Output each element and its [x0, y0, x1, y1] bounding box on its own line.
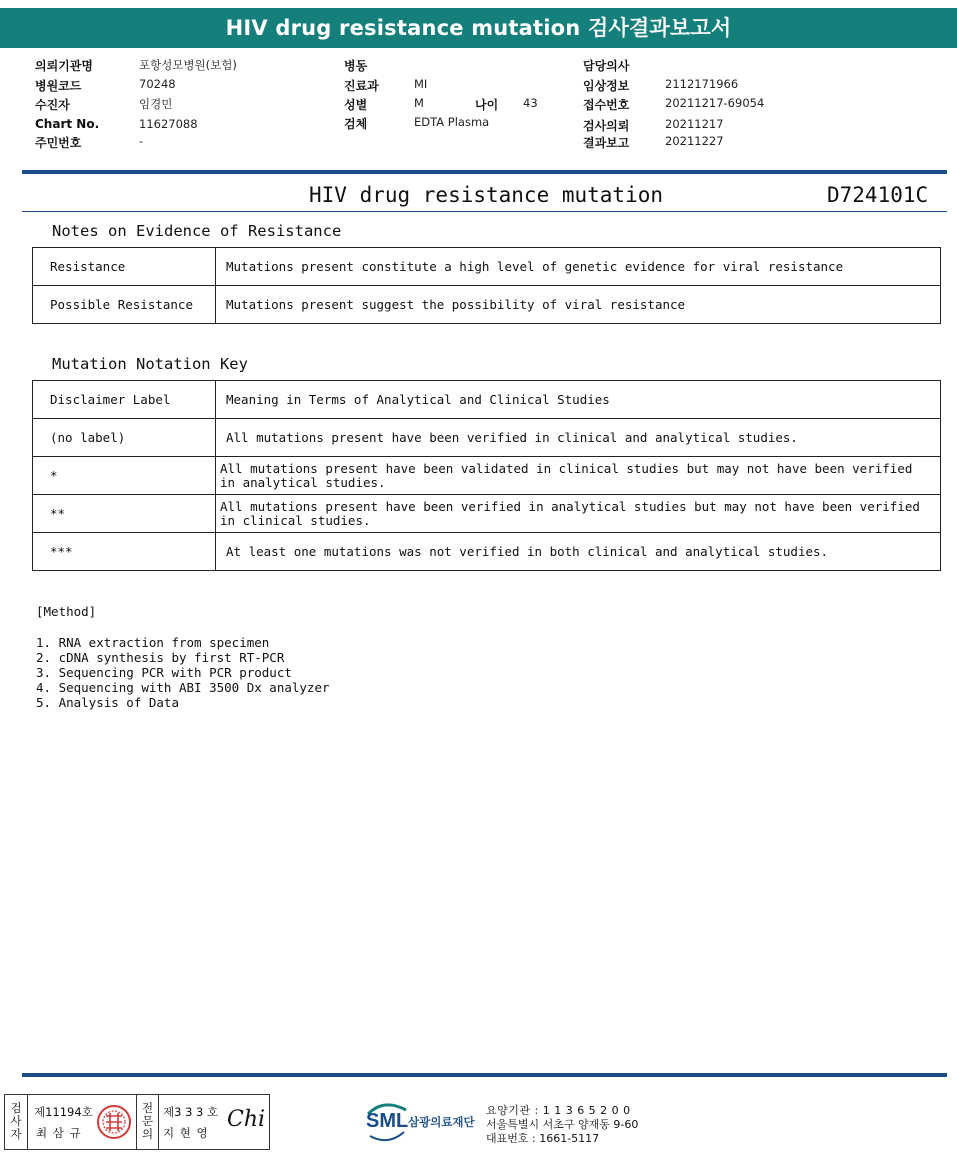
table-row — [33, 457, 941, 495]
clinical-info-label: 임상정보 — [583, 79, 630, 93]
request-date-label: 검사의뢰 — [583, 119, 630, 133]
doctor-label-cell — [137, 1095, 159, 1149]
notation-text-cell: All mutations present have been verified in analytical studies but may not have been verified in clinical studies. — [216, 495, 941, 533]
org-address: 서울특별시 서초구 양재동 9-60 — [486, 1118, 639, 1131]
doctor-signature: Chi — [227, 1107, 266, 1132]
chart-no-label: Chart No. — [35, 117, 100, 131]
ward-label: 병동 — [344, 59, 368, 73]
table-row — [33, 533, 941, 571]
sex-value: M — [414, 96, 424, 110]
sml-logo — [364, 1100, 484, 1142]
department-label: 진료과 — [344, 79, 379, 93]
sex-label: 성별 — [344, 98, 368, 112]
table-row — [33, 495, 941, 533]
examiner-license: 제11194호 — [34, 1105, 93, 1119]
resident-no-label: 주민번호 — [35, 136, 82, 150]
notation-text-cell: At least one mutations was not verified in both clinical and analytical studies. — [216, 533, 941, 571]
receipt-no-label: 접수번호 — [583, 98, 630, 112]
request-date-value: 20211217 — [665, 117, 724, 131]
sml-logo-text: SML — [366, 1110, 409, 1132]
test-title: HIV drug resistance mutation — [309, 183, 664, 207]
specimen-value: EDTA Plasma — [414, 115, 490, 129]
method-title: [Method] — [36, 604, 97, 619]
resistance-label-cell: Resistance — [33, 248, 216, 286]
resistance-text-cell: Mutations present constitute a high level of genetic evidence for viral resistance — [216, 248, 941, 286]
test-title-underline — [22, 211, 947, 212]
report-title-banner: HIV drug resistance mutation 검사결과보고서 — [0, 8, 957, 48]
requesting-org-value: 포항성모병원(보험) — [139, 58, 237, 72]
report-date-value: 20211227 — [665, 134, 724, 148]
patient-name-value: 임경민 — [139, 97, 173, 111]
physician-label: 담당의사 — [583, 59, 630, 73]
possible-resistance-text-cell: Mutations present suggest the possibility of viral resistance — [216, 286, 941, 324]
examiner-name: 최 삼 규 — [36, 1126, 82, 1140]
table-row — [33, 286, 941, 324]
org-phone: 대표번호 : 1661-5117 — [486, 1132, 600, 1145]
examiner-label-char: 사 — [10, 1114, 22, 1128]
doctor-label-char: 전 — [141, 1101, 154, 1115]
method-step: 5. Analysis of Data — [36, 695, 179, 710]
hospital-code-label: 병원코드 — [35, 79, 82, 93]
resistance-notes-table — [32, 247, 941, 324]
notation-label-cell: ** — [33, 495, 216, 533]
notation-key-table — [32, 380, 941, 571]
age-value: 43 — [523, 96, 538, 110]
section-divider-top — [22, 170, 947, 174]
notation-label-cell: * — [33, 457, 216, 495]
examiner-label-char: 자 — [10, 1127, 22, 1141]
method-step: 3. Sequencing PCR with PCR product — [36, 665, 292, 680]
notation-header-label: Disclaimer Label — [33, 381, 216, 419]
patient-name-label: 수진자 — [35, 98, 70, 112]
age-label: 나이 — [475, 98, 499, 112]
org-name: 삼광의료재단 — [408, 1115, 475, 1129]
method-step: 2. cDNA synthesis by first RT-PCR — [36, 650, 285, 665]
care-institution: 요양기관 : 1 1 3 6 5 2 0 0 — [486, 1104, 631, 1117]
notation-section-title: Mutation Notation Key — [52, 355, 248, 373]
examiner-label-char: 검 — [10, 1101, 22, 1115]
resident-no-value: - — [139, 134, 144, 148]
table-row — [33, 419, 941, 457]
hospital-code-value: 70248 — [139, 77, 176, 91]
receipt-no-value: 20211217-69054 — [665, 96, 765, 110]
notation-label-cell: (no label) — [33, 419, 216, 457]
footer-divider — [22, 1073, 947, 1077]
doctor-label-char: 문 — [141, 1114, 154, 1128]
notation-header-text: Meaning in Terms of Analytical and Clinical Studies — [216, 381, 941, 419]
possible-resistance-label-cell: Possible Resistance — [33, 286, 216, 324]
notation-label-cell: *** — [33, 533, 216, 571]
test-code: D724101C — [827, 183, 929, 207]
specimen-label: 검체 — [344, 117, 368, 131]
clinical-info-value: 2112171966 — [665, 77, 739, 91]
department-value: MI — [414, 77, 428, 91]
doctor-license: 제3 3 3 호 — [163, 1105, 219, 1119]
notes-section-title: Notes on Evidence of Resistance — [52, 222, 342, 240]
requesting-org-label: 의뢰기관명 — [35, 59, 93, 73]
doctor-label-char: 의 — [141, 1127, 154, 1141]
signature-box — [4, 1094, 270, 1150]
chart-no-value: 11627088 — [139, 117, 198, 131]
table-row — [33, 248, 941, 286]
report-date-label: 결과보고 — [583, 136, 630, 150]
doctor-name: 지 현 영 — [163, 1126, 209, 1140]
method-step: 4. Sequencing with ABI 3500 Dx analyzer — [36, 680, 330, 695]
notation-text-cell: All mutations present have been verified in clinical and analytical studies. — [216, 419, 941, 457]
doctor-info-cell — [159, 1095, 269, 1149]
examiner-label-cell — [5, 1095, 28, 1149]
method-step: 1. RNA extraction from specimen — [36, 635, 270, 650]
table-header-row — [33, 381, 941, 419]
examiner-seal-icon — [96, 1104, 132, 1140]
notation-text-cell: All mutations present have been validated in clinical studies but may not have been verified in analytical studies. — [216, 457, 941, 495]
examiner-info-cell — [28, 1095, 137, 1149]
